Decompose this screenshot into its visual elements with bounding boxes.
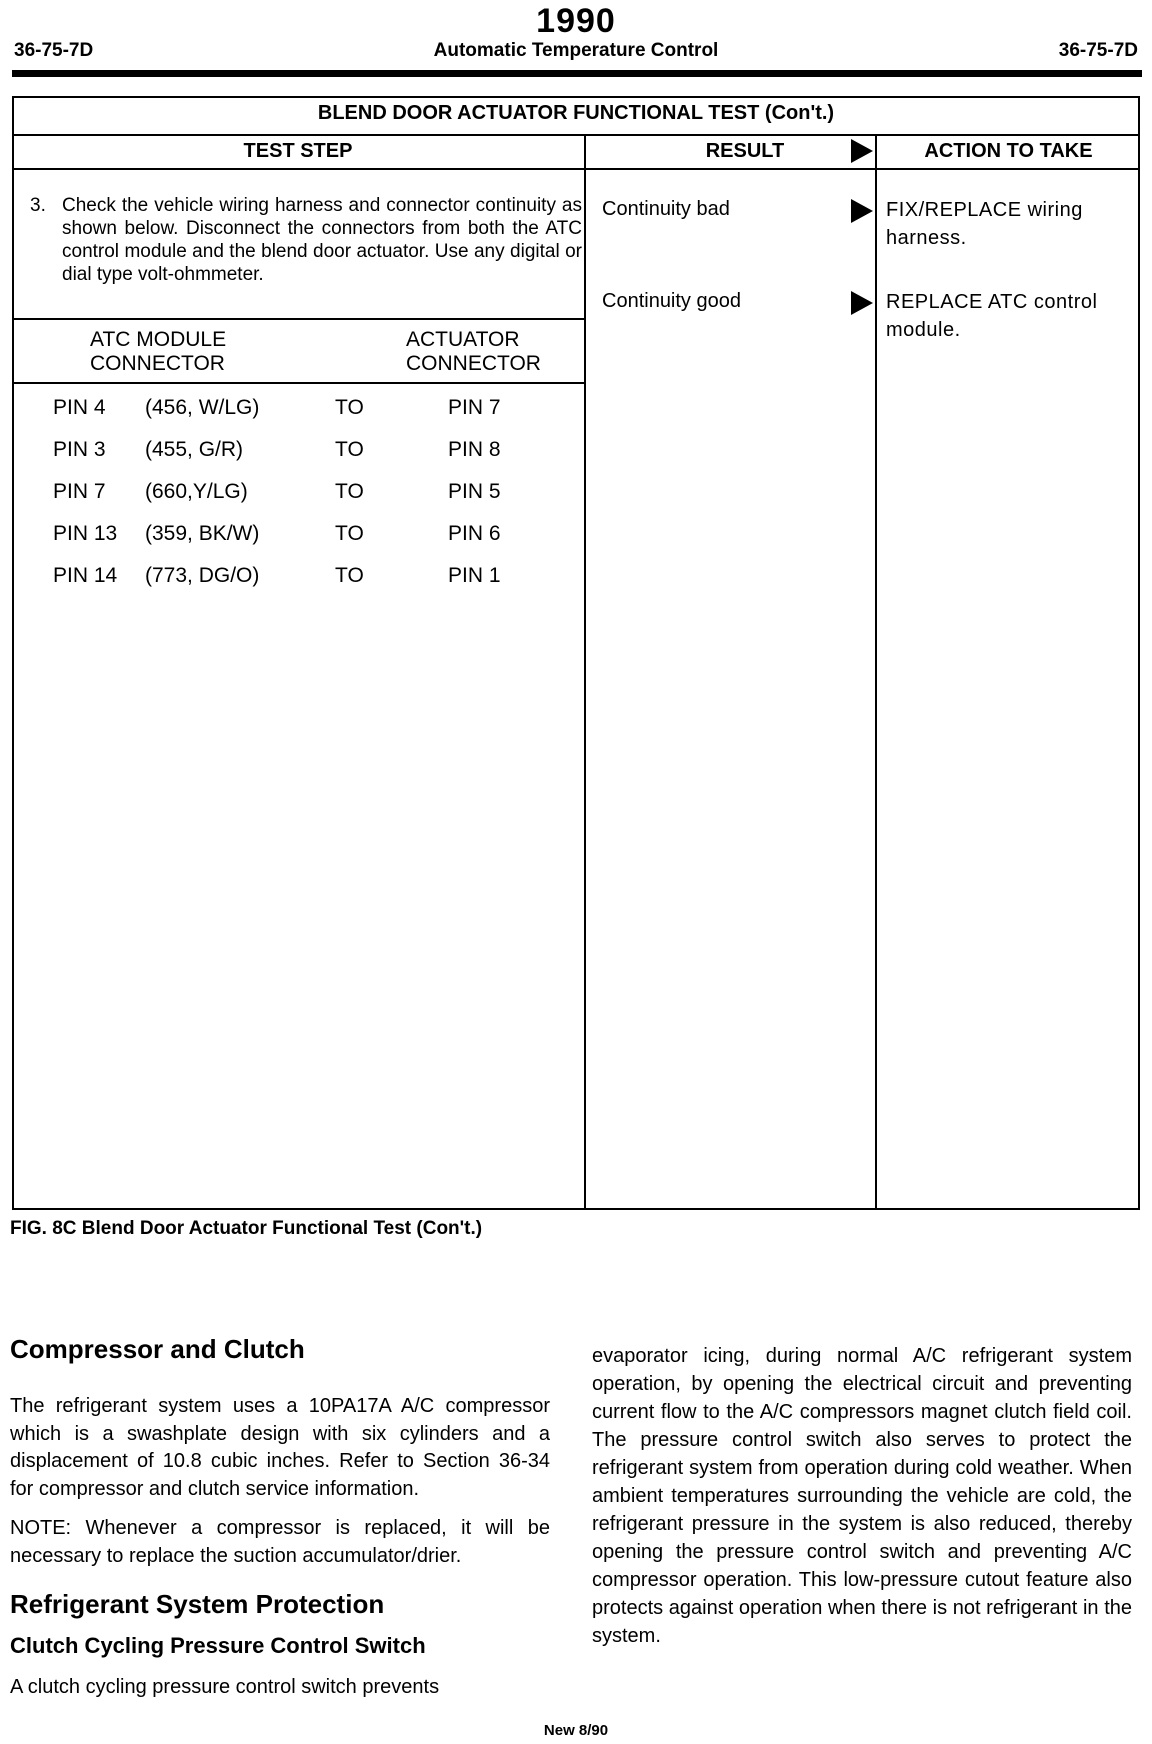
- paragraph-switch-start: A clutch cycling pressure control switch prevents: [10, 1676, 440, 1698]
- table-rule-header: [12, 168, 1140, 170]
- column-divider-result: [584, 134, 586, 1210]
- arrow-icon: [851, 199, 873, 223]
- action-fix-replace-wiring: FIX/REPLACE wiring harness.: [886, 199, 1083, 249]
- result-continuity-good: Continuity good: [602, 290, 741, 312]
- subtable-header-actuator: ACTUATOR CONNECTOR: [406, 328, 541, 375]
- column-header-test-step: TEST STEP: [243, 140, 353, 162]
- section-code-right: 36-75-7D: [1058, 40, 1138, 61]
- arrow-icon: [851, 291, 873, 315]
- figure-caption: FIG. 8C Blend Door Actuator Functional Test (Con't.): [10, 1218, 483, 1239]
- page-title: Automatic Temperature Control: [433, 40, 719, 61]
- column-header-action: ACTION TO TAKE: [924, 140, 1093, 162]
- header-rule: [12, 70, 1142, 77]
- heading-refrigerant-protection: Refrigerant System Protection: [10, 1589, 385, 1619]
- result-continuity-bad: Continuity bad: [602, 198, 730, 220]
- column-header-result: RESULT: [705, 140, 785, 162]
- subtable-rule-bottom: [12, 382, 584, 384]
- paragraph-compressor: The refrigerant system uses a 10PA17A A/C compressor which is a swashplate design with six cylinders and a displacement of 10.8 cubic inches. Refer to Section 36-34 for compressor and clutch service information.: [10, 1395, 550, 1500]
- table-title: BLEND DOOR ACTUATOR FUNCTIONAL TEST (Con't.): [317, 102, 835, 124]
- paragraph-switch-continued: evaporator icing, during normal A/C refrigerant system operation, by opening the electrical circuit and preventing current flow to the A/C compressors magnet clutch field coil. The pressure control switch also serves to protect the refrigerant system from operation during cold weather. When ambient temperatures surrounding the vehicle are cold, the refrigerant pressure in the system is also reduced, thereby opening the pressure control switch and preventing A/C compressor operation. This low-pressure cutout feature also protects against operation when there is not refrigerant in the system.: [592, 1345, 1132, 1647]
- page-year: 1990: [536, 2, 616, 40]
- column-divider-action: [875, 134, 877, 1210]
- heading-compressor-clutch: Compressor and Clutch: [10, 1334, 305, 1364]
- subtable-header-atc-module: ATC MODULE CONNECTOR: [90, 328, 227, 375]
- heading-clutch-switch: Clutch Cycling Pressure Control Switch: [10, 1633, 426, 1658]
- page-footer: New 8/90: [543, 1722, 609, 1739]
- action-replace-atc-module: REPLACE ATC control module.: [886, 291, 1098, 341]
- subtable-rule-top: [12, 318, 584, 320]
- step-instructions: Check the vehicle wiring harness and connector continuity as shown below. Disconnect the connectors from both the ATC control module and the blend door actuator. Use any digital or dial type volt-ohmmeter.: [62, 195, 582, 285]
- paragraph-note: NOTE: Whenever a compressor is replaced, it will be necessary to replace the suction accumulator/drier.: [10, 1517, 550, 1567]
- table-rule-title: [12, 134, 1140, 136]
- arrow-icon: [851, 139, 873, 163]
- section-code-left: 36-75-7D: [14, 40, 94, 61]
- step-number: 3.: [30, 195, 46, 216]
